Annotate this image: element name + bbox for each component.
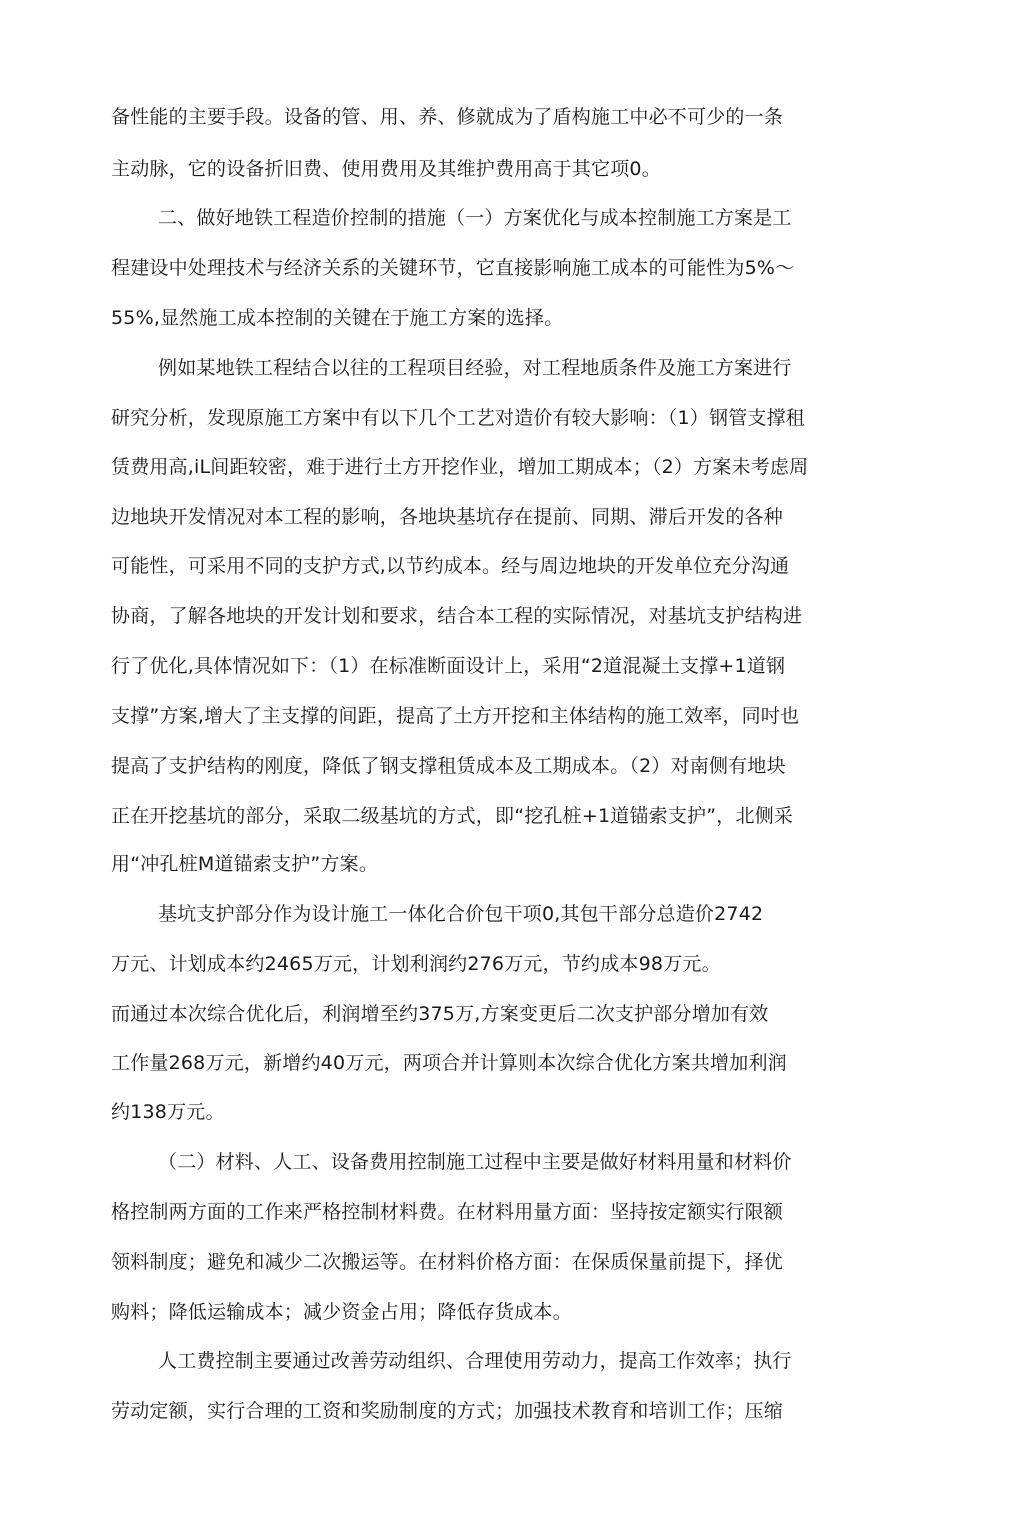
text-line-7: 研究分析，发现原施工方案中有以下几个工艺对造价有较大影响：（1）钢管支撑租	[111, 407, 805, 429]
text-line-24: 领料制度；避免和减少二次搬运等。在材料价格方面：在保质保量前提下，择优	[111, 1251, 784, 1273]
text-line-9: 边地块开发情况对本工程的影响，各地块基坑存在提前、同期、滞后开发的各种	[111, 506, 784, 528]
text-line-6: 例如某地铁工程结合以往的工程项目经验，对工程地质条件及施工方案进行	[158, 357, 792, 379]
text-line-23: 格控制两方面的工作来严格控制材料费。在材料用量方面：坚持按定额实行限额	[111, 1201, 784, 1223]
text-line-2: 主动脉，它的设备折旧费、使用费用及其维护费用高于其它项0。	[111, 158, 661, 180]
text-line-4: 程建设中处理技术与经济关系的关键环节，它直接影响施工成本的可能性为5%〜	[111, 257, 795, 279]
text-line-3: 二、做好地铁工程造价控制的措施（一）方案优化与成本控制施工方案是工	[158, 207, 792, 229]
text-line-13: 支撑”方案,增大了主支撑的间距，提高了土方开挖和主体结构的施工效率，同吋也	[111, 705, 800, 727]
text-line-10: 可能性，可采用不同的支护方式,以节约成本。经与周边地块的开发单位充分沟通	[111, 555, 790, 577]
text-line-19: 而通过本次综合优化后，利润增至约375万,方案变更后二次支护部分增加有效	[111, 1003, 769, 1025]
text-line-17: 基坑支护部分作为设计施工一体化合价包干项0,其包干部分总造价2742	[158, 903, 764, 925]
text-line-14: 提高了支护结构的刚度，降低了钢支撑租赁成本及工期成本。（2）对南侧有地块	[111, 755, 786, 777]
text-line-20: 工作量268万元，新增约40万元，两项合并计算则本次综合优化方案共增加利润	[111, 1052, 787, 1074]
text-line-5: 55%,显然施工成本控制的关键在于施工方案的选择。	[111, 307, 564, 329]
text-line-25: 购料；降低运输成本；减少资金占用；降低存货成本。	[111, 1301, 572, 1323]
text-line-12: 行了优化,具体情况如下：（1）在标准断面设计上，采用“2道混凝土支撑+1道钢	[111, 655, 786, 677]
text-line-27: 劳动定额，实行合理的工资和奖励制度的方式；加强技术教育和培训工作；压缩	[111, 1400, 784, 1422]
text-line-16: 用“冲孔桩M道锚索支护”方案。	[111, 853, 379, 875]
text-line-15: 正在开挖基坑的部分，采取二级基坑的方式，即“挖孔桩+1道锚索支护”，北侧采	[111, 805, 794, 827]
text-line-1: 备性能的主要手段。设备的管、用、养、修就成为了盾构施工中必不可少的一条	[111, 106, 784, 128]
text-line-18: 万元、计划成本约2465万元，计划利润约276万元，节约成本98万元。	[111, 953, 721, 975]
text-line-26: 人工费控制主要通过改善劳动组织、合理使用劳动力，提高工作效率；执行	[158, 1350, 792, 1372]
text-line-22: （二）材料、人工、设备费用控制施工过程中主要是做好材料用量和材料价	[158, 1151, 792, 1173]
text-line-11: 协商，了解各地块的开发计划和要求，结合本工程的实际情况，对基坑支护结构进	[111, 605, 803, 627]
text-line-21: 约138万元。	[111, 1101, 225, 1123]
text-line-8: 赁费用高,iL间距较密，难于进行土方开挖作业，增加工期成本；（2）方案未考虑周	[111, 456, 809, 478]
